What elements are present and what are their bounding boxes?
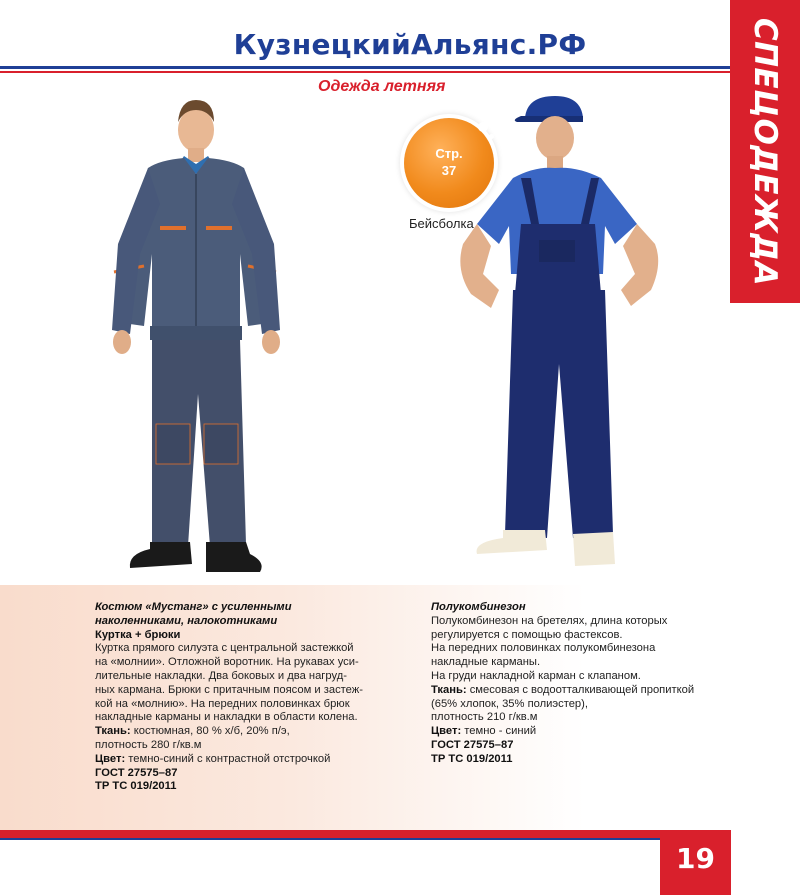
overalls-desc-line: регулируется с помощью фастексов.: [431, 628, 623, 641]
suit-fabric: [95, 725, 395, 739]
suit-desc-line: ных кармана. Брюки с притачным поясом и застеж-: [95, 683, 363, 696]
suit-desc-line: на «молнии». Отложной воротник. На рукавах уси-: [95, 656, 359, 669]
overalls-title: Полукомбинезон: [431, 601, 526, 613]
cap-caption: Бейсболка: [409, 216, 474, 231]
site-title[interactable]: КузнецкийАльянс.РФ: [233, 28, 587, 61]
badge-text: [404, 145, 494, 179]
overalls-desc-line: Полукомбинезон на бретелях, длина которых: [431, 614, 668, 627]
page-number-box: [660, 830, 731, 895]
overalls-desc-line: накладные карманы.: [431, 656, 541, 669]
side-tab: [730, 0, 800, 303]
suit-fabric-value: костюмная, 80 % х/б, 20% п/э,: [130, 725, 290, 738]
footer-rule-blue: [0, 838, 660, 840]
suit-title-line1: Костюм «Мустанг» с усиленными: [95, 601, 292, 613]
overalls-color-value: темно - синий: [461, 725, 537, 738]
suit-fabric-label: Ткань:: [95, 725, 131, 738]
suit-gost: ГОСТ 27575–87: [95, 766, 178, 779]
overalls-fabric: [431, 684, 721, 698]
overalls-tr: ТР ТС 019/2011: [431, 752, 513, 765]
header-rule-blue: [0, 66, 731, 69]
overalls-gost: ГОСТ 27575–87: [431, 738, 514, 751]
overalls-color: [431, 725, 721, 739]
suit-desc-line: лительные накладки. Два боковых и два нагруд-: [95, 669, 347, 682]
overalls-fabric-label: Ткань:: [431, 683, 467, 696]
suit-color-value: темно-синий с контрастной отстрочкой: [125, 752, 331, 765]
suit-color-label: Цвет:: [95, 752, 126, 765]
overalls-fabric-value: смесовая с водоотталкивающей пропиткой: [466, 683, 695, 696]
suit-description: [95, 601, 395, 794]
overalls-description: [431, 601, 721, 767]
overalls-fabric-density: плотность 210 г/кв.м: [431, 711, 538, 724]
page-reference-badge[interactable]: [404, 118, 494, 208]
badge-page-number: 37: [441, 163, 457, 178]
header-rule-red: [0, 71, 731, 73]
footer-rule-red: [0, 830, 731, 838]
overalls-color-label: Цвет:: [431, 725, 462, 738]
suit-photo: [100, 94, 285, 584]
suit-desc-line: накладные карманы и накладки в области колена.: [95, 711, 358, 724]
side-tab-label: СПЕЦОДЕЖДА: [747, 17, 783, 286]
badge-line1: Стр.: [435, 146, 463, 161]
suit-desc-line: кой на «молнию». На передних половинках брюк: [95, 697, 350, 710]
suit-subtitle: Куртка + брюки: [95, 628, 181, 641]
overalls-fabric-composition: (65% хлопок, 35% полиэстер),: [431, 697, 588, 710]
suit-fabric-density: плотность 280 г/кв.м: [95, 738, 202, 751]
suit-tr: ТР ТС 019/2011: [95, 780, 177, 793]
overalls-desc-line: На груди накладной карман с клапаном.: [431, 669, 641, 682]
suit-color: [95, 753, 395, 767]
page-number: 19: [676, 842, 715, 875]
overalls-desc-line: На передних половинках полукомбинезона: [431, 642, 656, 655]
section-title: Одежда летняя: [318, 78, 446, 95]
suit-title-line2: наколенниками, налокотниками: [95, 614, 278, 627]
suit-desc-line: Куртка прямого силуэта с центральной застежкой: [95, 642, 354, 655]
